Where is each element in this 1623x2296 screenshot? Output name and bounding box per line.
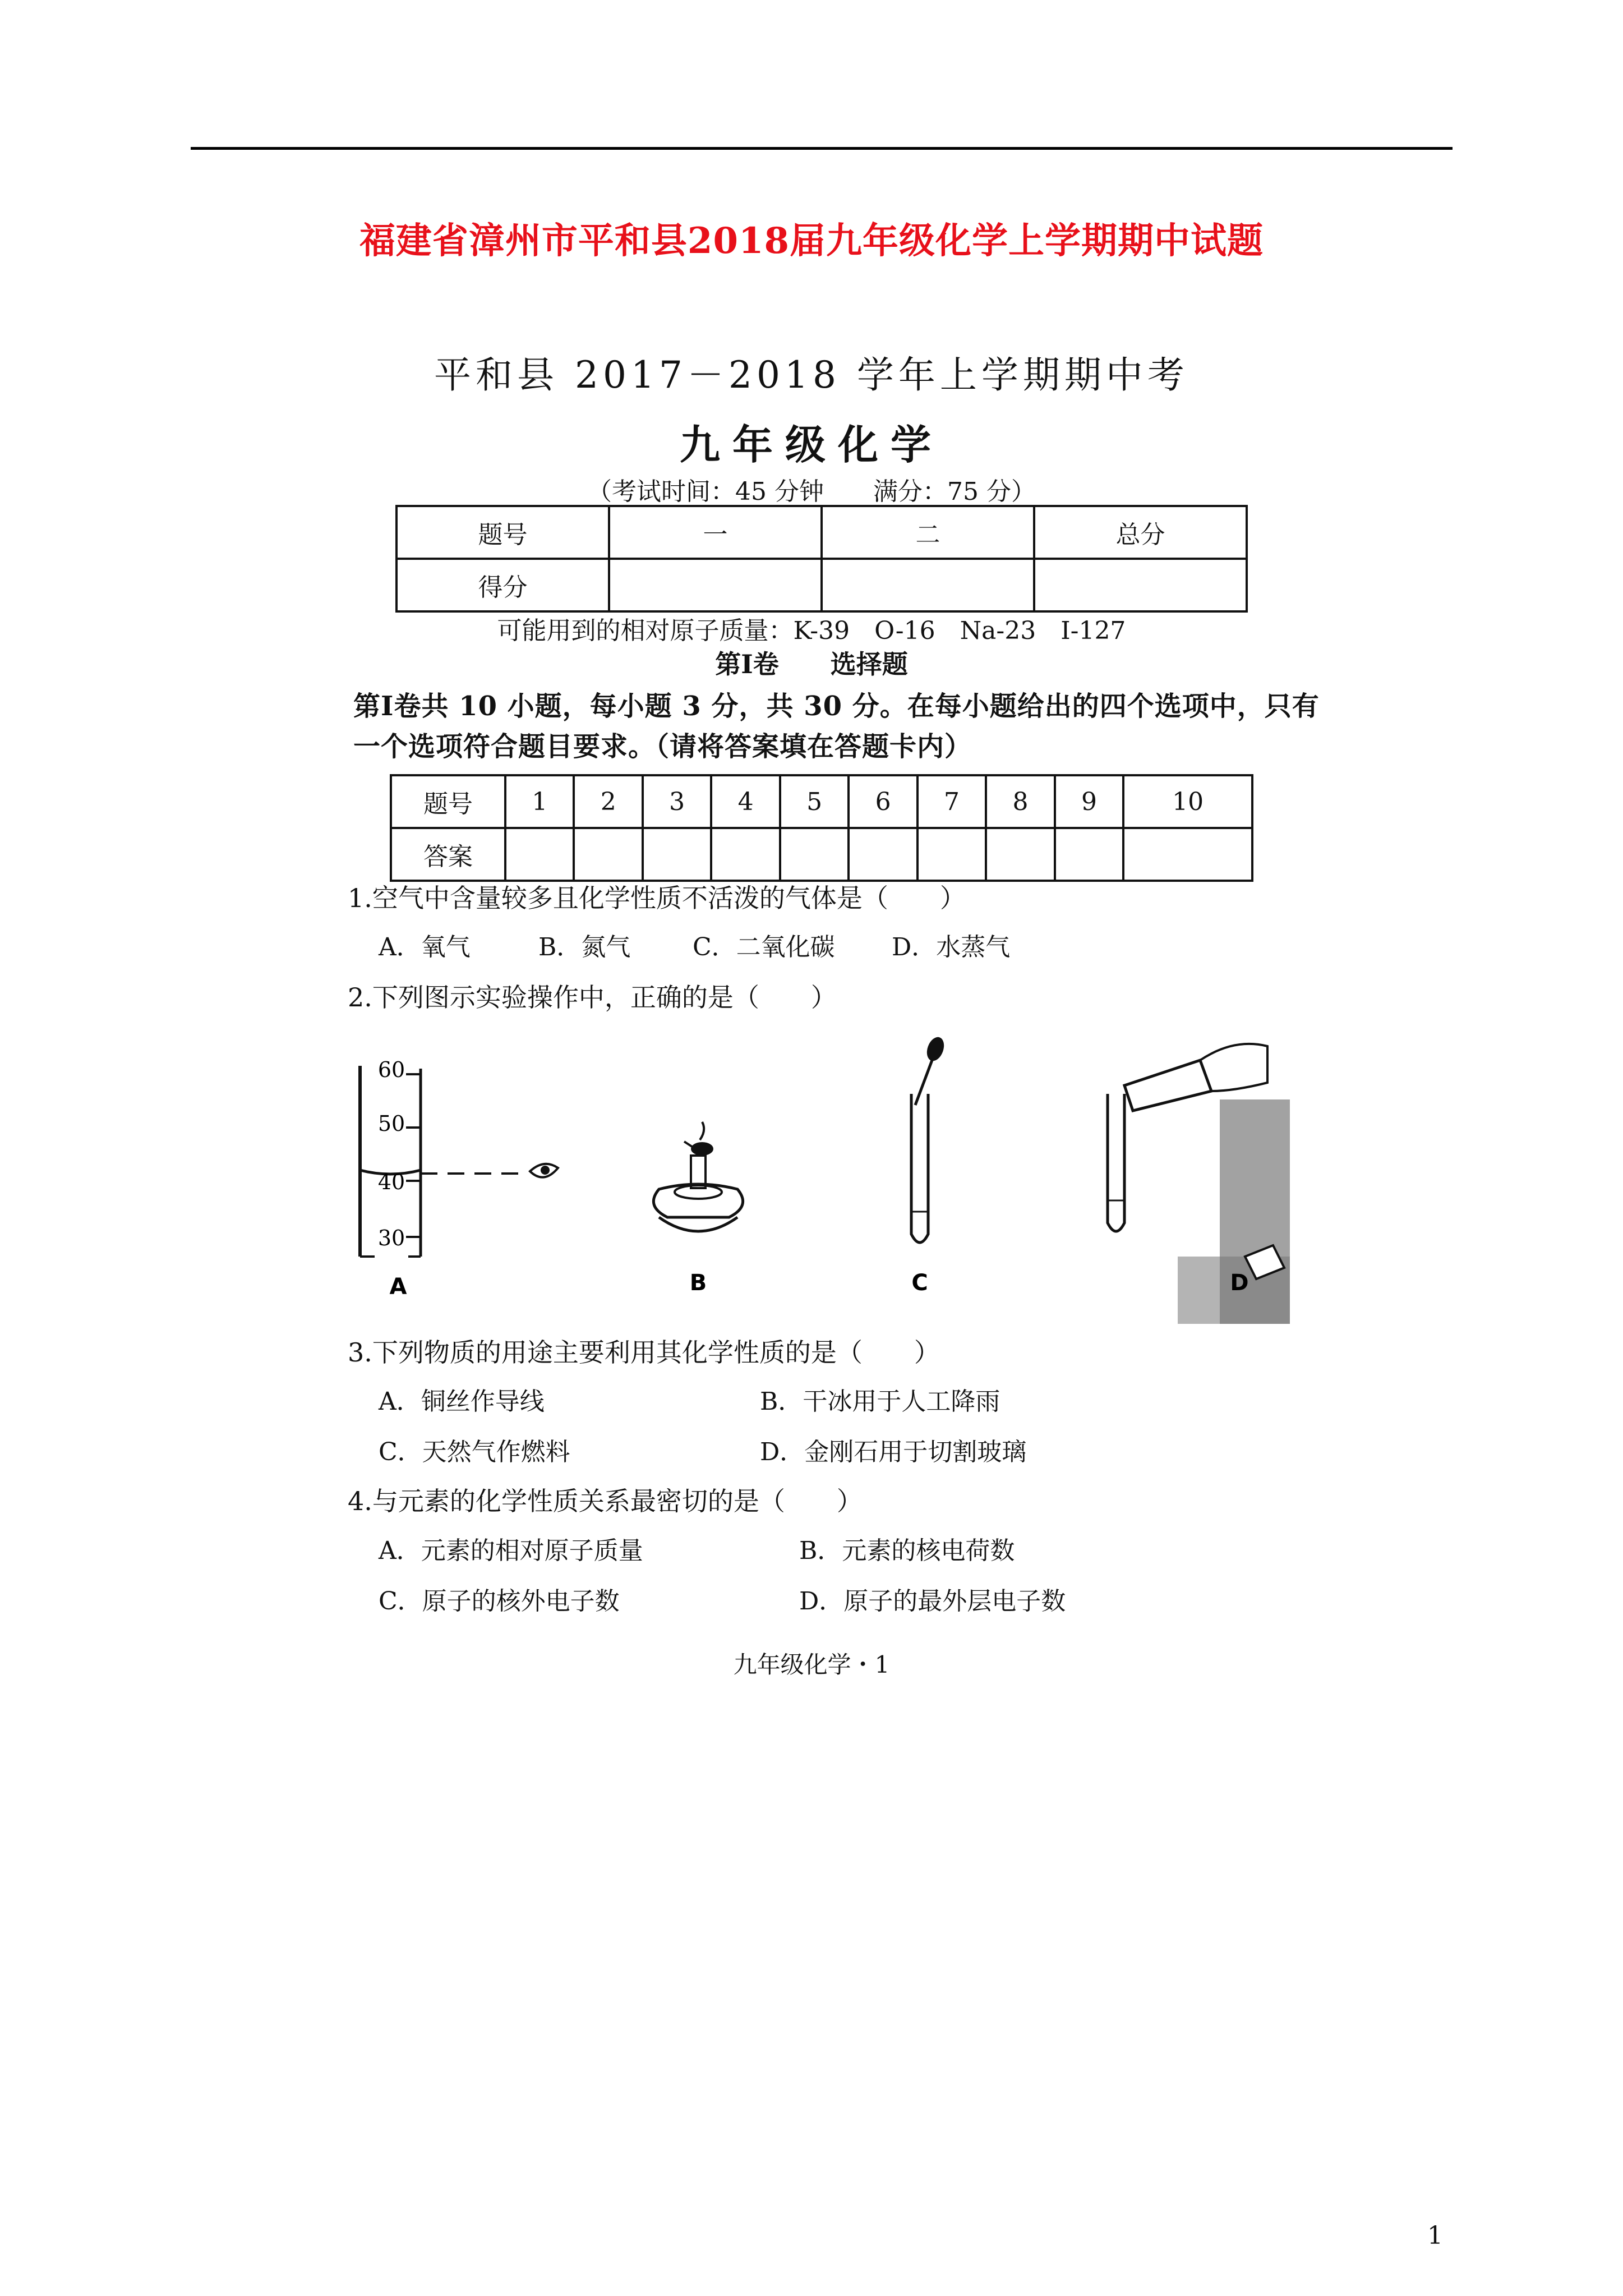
score-table [395, 505, 1248, 613]
exam-subject: 九年级化学 [679, 421, 943, 468]
scale-label: 30 [377, 1226, 405, 1250]
question-1-option-a: A．氧气 [379, 933, 471, 961]
answer-number-cell: 1 [505, 775, 574, 828]
score-header-cell: 总分 [1034, 506, 1247, 559]
answer-table [390, 774, 1253, 882]
figure-label-a: A [389, 1274, 407, 1300]
figure-c-test-tube-dropper [911, 1035, 947, 1243]
answer-number-cell: 9 [1055, 775, 1123, 828]
figure-label-c: C [911, 1270, 928, 1296]
answer-number-cell: 4 [711, 775, 780, 828]
answer-number-cell: 8 [986, 775, 1054, 828]
scale-label: 40 [377, 1170, 405, 1194]
score-header-cell: 二 [822, 506, 1034, 559]
question-3-stem: 3.下列物质的用途主要利用其化学性质的是（ ） [348, 1337, 940, 1368]
question-4-option-b: B．元素的核电荷数 [799, 1536, 1015, 1565]
question-1-stem: 1.空气中含量较多且化学性质不活泼的气体是（ ） [348, 883, 966, 913]
document-title: 福建省漳州市平和县2018届九年级化学上学期期中试题 [359, 220, 1264, 262]
question-3-option-a: A．铜丝作导线 [379, 1387, 545, 1416]
question-3-option-c: C．天然气作燃料 [379, 1438, 570, 1466]
scale-label: 50 [377, 1111, 405, 1136]
answer-cell [643, 828, 711, 881]
score-table-score-row [396, 559, 1247, 611]
answer-number-cell: 7 [917, 775, 986, 828]
answer-cell [505, 828, 574, 881]
scale-label: 60 [377, 1057, 405, 1082]
exam-page-footer: 九年级化学・1 [733, 1651, 890, 1678]
question-4-stem: 4.与元素的化学性质关系最密切的是（ ） [348, 1486, 863, 1516]
answer-table-number-row [391, 775, 1252, 828]
question-3-option-b: B．干冰用于人工降雨 [760, 1387, 1000, 1416]
answer-row-label: 答案 [391, 828, 505, 881]
question-1-option-c: C．二氧化碳 [693, 933, 835, 961]
answer-number-cell: 3 [643, 775, 711, 828]
section-title: 第Ⅰ卷 选择题 [715, 649, 908, 679]
score-header-cell: 一 [609, 506, 822, 559]
figure-b-alcohol-lamp [653, 1122, 743, 1231]
score-row-label: 得分 [396, 559, 609, 611]
atomic-masses-line: 可能用到的相对原子质量：K-39 O-16 Na-23 I-127 [497, 616, 1126, 645]
question-1-option-d: D．水蒸气 [892, 933, 1011, 961]
score-header-cell: 题号 [396, 506, 609, 559]
top-rule [191, 147, 1453, 150]
answer-cell [1055, 828, 1123, 881]
answer-number-cell: 6 [849, 775, 917, 828]
figure-label-d: D [1230, 1270, 1249, 1296]
answer-cell [849, 828, 917, 881]
question-2-figure [336, 1021, 1290, 1324]
figure-d-pouring-reagent [1108, 1044, 1290, 1324]
score-cell [609, 559, 822, 611]
exam-name: 平和县 2017－2018 学年上学期期中考 [434, 353, 1189, 397]
question-4-option-c: C．原子的核外电子数 [379, 1587, 620, 1616]
answer-row-label: 题号 [391, 775, 505, 828]
question-3-option-d: D．金刚石用于切割玻璃 [760, 1438, 1027, 1466]
answer-cell [1123, 828, 1252, 881]
answer-number-cell: 10 [1123, 775, 1252, 828]
question-4-option-a: A．元素的相对原子质量 [379, 1536, 643, 1565]
exam-info: （考试时间：45 分钟 满分：75 分） [587, 477, 1036, 506]
score-cell [822, 559, 1034, 611]
instruction-line: 第Ⅰ卷共 10 小题，每小题 3 分，共 30 分。在每小题给出的四个选项中，只有 [353, 691, 1320, 722]
answer-number-cell: 2 [574, 775, 642, 828]
page-number: 1 [1427, 2221, 1443, 2250]
score-table-header-row [396, 506, 1247, 559]
question-4-option-d: D．原子的最外层电子数 [799, 1587, 1066, 1616]
answer-cell [711, 828, 780, 881]
score-cell [1034, 559, 1247, 611]
figure-label-b: B [689, 1270, 707, 1296]
answer-cell [780, 828, 849, 881]
answer-table-answer-row [391, 828, 1252, 881]
instruction-line: 一个选项符合题目要求。（请将答案填在答题卡内） [353, 731, 972, 762]
question-1-option-b: B．氮气 [538, 933, 631, 961]
question-2-stem: 2.下列图示实验操作中，正确的是（ ） [348, 982, 837, 1013]
answer-number-cell: 5 [780, 775, 849, 828]
answer-cell [574, 828, 642, 881]
answer-cell [986, 828, 1054, 881]
answer-cell [917, 828, 986, 881]
